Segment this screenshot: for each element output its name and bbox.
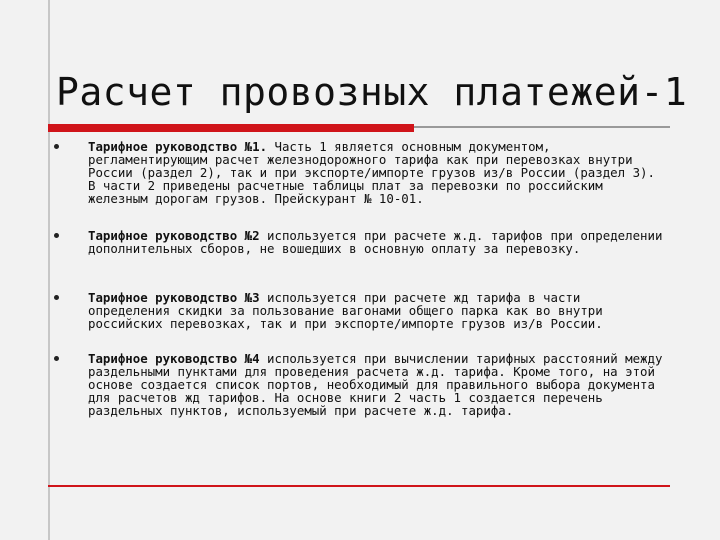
bullet-heading: Тарифное руководство №1. xyxy=(88,139,268,154)
bullet-body: используется при вычислении тарифных расстояний между раздельными пунктами для проведения расчета ж.д. тарифа. Кроме того, на этой основе создается список портов, необходимый для правильного выбора документа для расчетов жд тарифов. На основе книги 2 часть 1 создается перечень раздельных пунктов, используемый при расчете ж.д. тарифа. xyxy=(88,351,663,418)
bullet-text xyxy=(88,140,666,205)
bullet-body: Часть 1 является основным документом, регламентирующим расчет железнодорожного тарифа как при перевозках внутри России (раздел 2), так и при экспорте/импорте грузов из/в России (раздел 3). В части 2 приведены расчетные таблицы плат за перевозки по российским железным дорогам грузов. Прейскурант № 10-01. xyxy=(88,139,655,206)
bullet-text xyxy=(88,229,666,255)
bullet-heading: Тарифное руководство №2 xyxy=(88,228,260,243)
bullet-heading: Тарифное руководство №3 xyxy=(88,290,260,305)
bullet-body: используется при расчете жд тарифа в части определения скидки за пользование вагонами общего парка как во внутри российских перевозках, так и при экспорте/импорте грузов из/в России. xyxy=(88,290,603,331)
bullet-dot-icon xyxy=(54,356,59,361)
bullet-dot-icon xyxy=(54,144,59,149)
slide-title: Расчет провозных платежей-1 xyxy=(56,70,688,114)
bottom-red-rule xyxy=(48,485,670,487)
bullet-dot-icon xyxy=(54,233,59,238)
title-red-accent-bar xyxy=(48,124,414,132)
bullet-heading: Тарифное руководство №4 xyxy=(88,351,260,366)
left-vertical-rule xyxy=(48,0,50,540)
bullet-text xyxy=(88,352,666,417)
bullet-dot-icon xyxy=(54,295,59,300)
bullet-body: используется при расчете ж.д. тарифов при определении дополнительных сборов, не вошедших в основную оплату за перевозку. xyxy=(88,228,663,256)
bullet-text xyxy=(88,291,666,330)
